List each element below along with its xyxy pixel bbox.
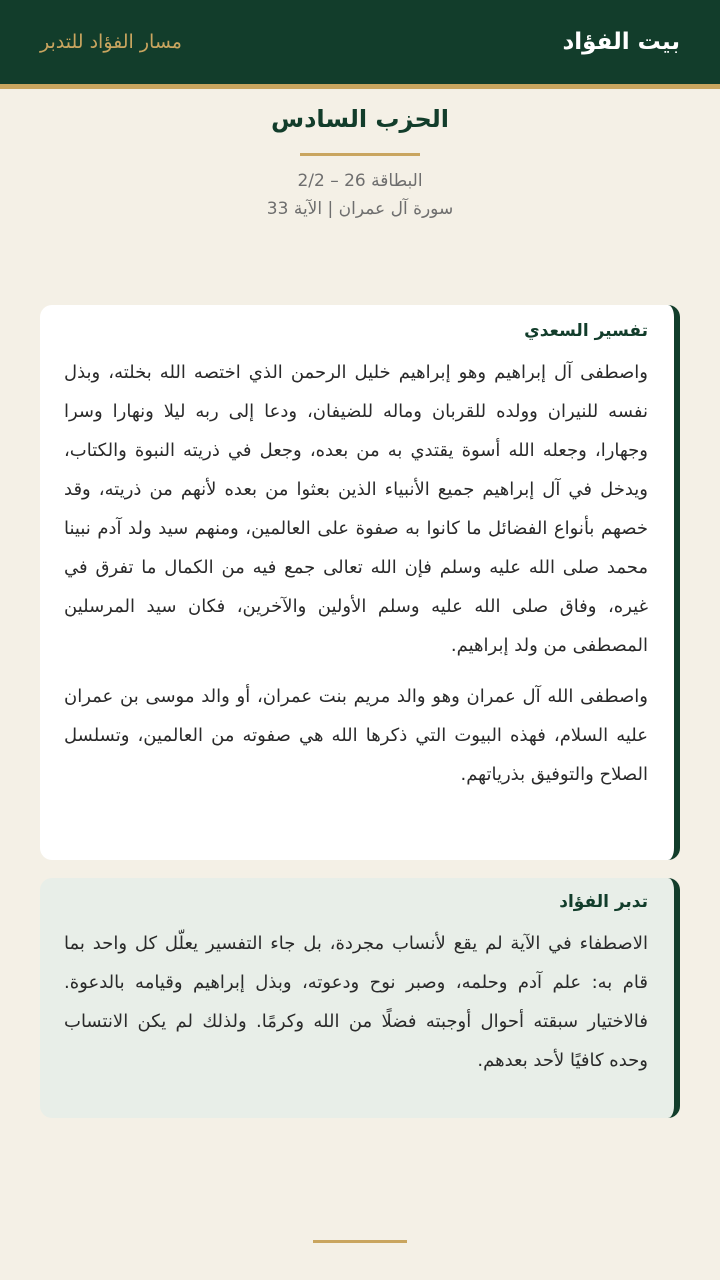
tadabbur-heading: تدبر الفؤاد: [559, 892, 648, 912]
tafsir-heading: تفسير السعدي: [524, 321, 648, 341]
tadabbur-card: [40, 878, 680, 1118]
title-divider: [300, 153, 420, 156]
tafsir-paragraph: واصطفى الله آل عمران وهو والد مريم بنت عمران، أو والد موسى بن عمران عليه السلام، فهذه البيوت التي ذكرها الله هي صفوته من العالمين، وتسلسل الصلاح والتوفيق بذرياتهم.: [64, 686, 648, 785]
top-bar: [0, 0, 720, 89]
app-brand[interactable]: بيت الفؤاد: [562, 29, 680, 55]
page-title: الحزب السادس: [270, 105, 450, 133]
ayah-reference: سورة آل عمران | الآية 33: [266, 199, 454, 219]
path-link[interactable]: مسار الفؤاد للتدبر: [40, 31, 182, 53]
card-number: البطاقة 26 – 2/2: [297, 171, 423, 191]
bottom-divider: [313, 1240, 407, 1243]
tafsir-paragraph: واصطفى آل إبراهيم وهو إبراهيم خليل الرحمن الذي اختصه الله بخلته، وبذل نفسه للنيران وولده للقربان وماله للضيفان، ودعا إلى ربه ليلا ونهارا وسرا وجهارا، وجعله الله أسوة يقتدي به من بعده، وجعل في ذريته النبوة والكتاب، ويدخل في آل إبراهيم جميع الأنبياء الذين بعثوا من بعده لأنهم من ذريته، وقد خصهم بأنواع الفضائل ما كانوا به صفوة على العالمين، ومنهم سيد ولد آدم نبينا محمد صلى الله عليه وسلم فإن الله تعالى جمع فيه من الكمال ما تفرق في غيره، وفاق صلى الله عليه وسلم الأولين والآخرين، فكان سيد المرسلين المصطفى من ولد إبراهيم.: [64, 362, 648, 656]
tafsir-card: [40, 305, 680, 860]
tadabbur-paragraph: الاصطفاء في الآية لم يقع لأنساب مجردة، بل جاء التفسير يعلّل كل واحد بما قام به: علم آدم وحلمه، وصبر نوح ودعوته، وبذل إبراهيم وقيامه بالدعوة. فالاختيار سبقته أحوال أوجبته فضلًا من الله وكرمًا. ولذلك لم يكن الانتساب وحده كافيًا لأحد بعدهم.: [64, 933, 648, 1071]
